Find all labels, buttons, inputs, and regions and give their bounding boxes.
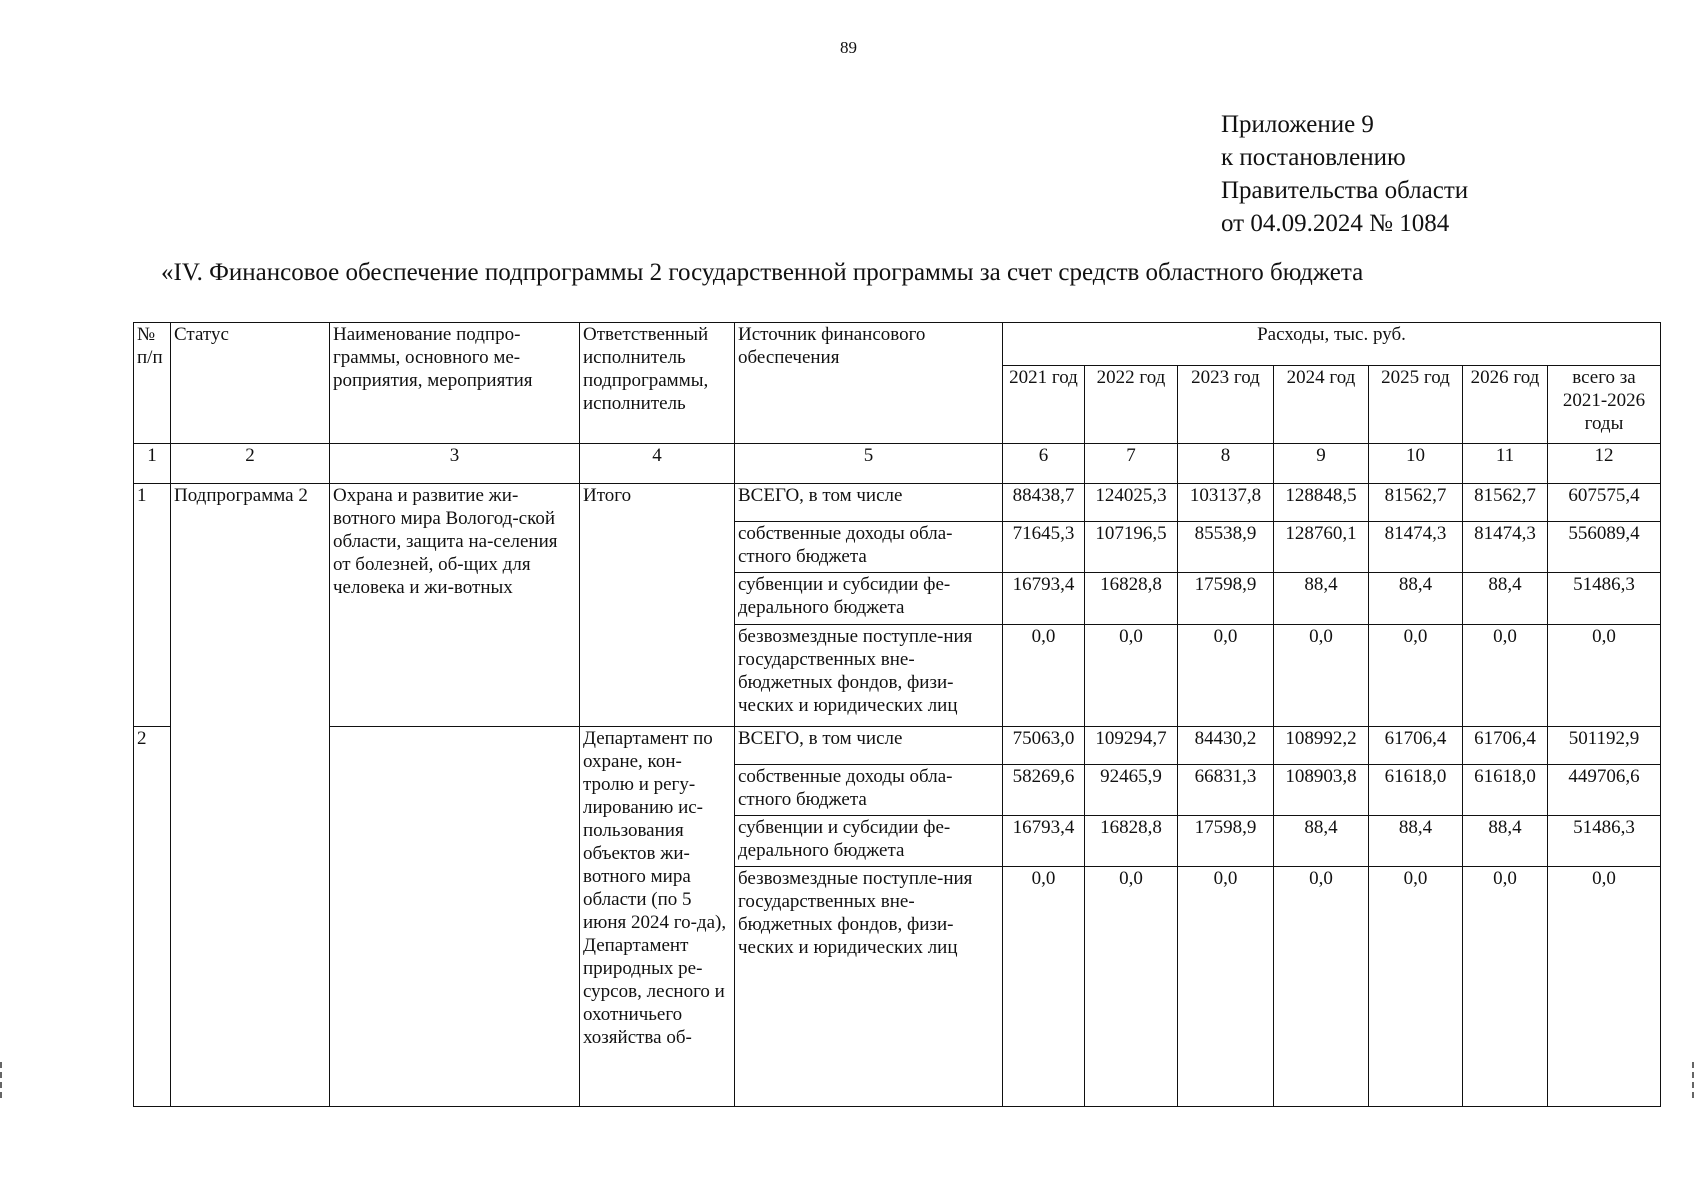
header-year-total: всего за 2021-2026 годы xyxy=(1548,366,1661,444)
value-cell: 556089,4 xyxy=(1548,522,1661,573)
row-name: Охрана и развитие жи-вотного мира Вологод-ской области, защита на-селения от болезней, об-щих для человека и жи-вотных xyxy=(330,484,580,727)
value-cell: 0,0 xyxy=(1548,625,1661,727)
value-cell: 0,0 xyxy=(1178,867,1274,1107)
value-cell: 71645,3 xyxy=(1003,522,1085,573)
value-cell: 81562,7 xyxy=(1369,484,1463,522)
header-source: Источник финансового обеспечения xyxy=(735,323,1003,444)
value-cell: 107196,5 xyxy=(1085,522,1178,573)
value-cell: 88438,7 xyxy=(1003,484,1085,522)
value-cell: 58269,6 xyxy=(1003,765,1085,816)
value-cell: 0,0 xyxy=(1548,867,1661,1107)
column-number: 8 xyxy=(1178,444,1274,484)
value-cell: 84430,2 xyxy=(1178,727,1274,765)
source-cell: субвенции и субсидии фе-дерального бюджета xyxy=(735,816,1003,867)
value-cell: 501192,9 xyxy=(1548,727,1661,765)
value-cell: 124025,3 xyxy=(1085,484,1178,522)
column-number: 4 xyxy=(580,444,735,484)
header-name: Наименование подпро-граммы, основного ме-роприятия, мероприятия xyxy=(330,323,580,444)
value-cell: 0,0 xyxy=(1463,867,1548,1107)
annex-line: от 04.09.2024 № 1084 xyxy=(1221,210,1450,237)
row-executor: Департамент по охране, кон-тролю и регу-лированию ис-пользования объектов жи-вотного мира области (по 5 июня 2024 го-да), Департамент природных ре-сурсов, лесного и охотничьего хозяйства об- xyxy=(580,727,735,1107)
annex-line: Правительства области xyxy=(1221,177,1469,204)
value-cell: 0,0 xyxy=(1085,867,1178,1107)
value-cell: 75063,0 xyxy=(1003,727,1085,765)
value-cell: 0,0 xyxy=(1003,867,1085,1107)
header-num: № п/п xyxy=(134,323,171,444)
value-cell: 88,4 xyxy=(1369,573,1463,625)
value-cell: 81474,3 xyxy=(1369,522,1463,573)
source-cell: безвозмездные поступле-ния государственных вне-бюджетных фондов, физи-ческих и юридических лиц xyxy=(735,625,1003,727)
header-status: Статус xyxy=(171,323,330,444)
annex-block xyxy=(1221,108,1468,240)
column-number: 6 xyxy=(1003,444,1085,484)
header-year: 2025 год xyxy=(1369,366,1463,444)
value-cell: 108992,2 xyxy=(1274,727,1369,765)
value-cell: 128760,1 xyxy=(1274,522,1369,573)
value-cell: 109294,7 xyxy=(1085,727,1178,765)
value-cell: 0,0 xyxy=(1369,867,1463,1107)
value-cell: 88,4 xyxy=(1463,573,1548,625)
value-cell: 128848,5 xyxy=(1274,484,1369,522)
value-cell: 51486,3 xyxy=(1548,816,1661,867)
value-cell: 51486,3 xyxy=(1548,573,1661,625)
source-cell: собственные доходы обла-стного бюджета xyxy=(735,522,1003,573)
value-cell: 0,0 xyxy=(1369,625,1463,727)
header-year: 2021 год xyxy=(1003,366,1085,444)
value-cell: 85538,9 xyxy=(1178,522,1274,573)
value-cell: 61706,4 xyxy=(1463,727,1548,765)
value-cell: 88,4 xyxy=(1274,816,1369,867)
value-cell: 61618,0 xyxy=(1463,765,1548,816)
value-cell: 88,4 xyxy=(1274,573,1369,625)
value-cell: 0,0 xyxy=(1274,867,1369,1107)
page-number: 89 xyxy=(840,38,857,57)
header-year: 2023 год xyxy=(1178,366,1274,444)
value-cell: 103137,8 xyxy=(1178,484,1274,522)
row-executor: Итого xyxy=(580,484,735,727)
value-cell: 17598,9 xyxy=(1178,816,1274,867)
value-cell: 92465,9 xyxy=(1085,765,1178,816)
column-number: 2 xyxy=(171,444,330,484)
row-num: 2 xyxy=(134,727,171,1107)
scan-margin-mark xyxy=(1692,1062,1697,1098)
row-name-empty xyxy=(330,727,580,1107)
header-year: 2024 год xyxy=(1274,366,1369,444)
column-number: 5 xyxy=(735,444,1003,484)
column-number: 9 xyxy=(1274,444,1369,484)
header-executor: Ответственный исполнитель подпрограммы, исполнитель xyxy=(580,323,735,444)
annex-line: Приложение 9 xyxy=(1221,111,1374,138)
source-cell: ВСЕГО, в том числе xyxy=(735,484,1003,522)
value-cell: 449706,6 xyxy=(1548,765,1661,816)
header-expenses: Расходы, тыс. руб. xyxy=(1003,323,1661,366)
column-number: 1 xyxy=(134,444,171,484)
value-cell: 61706,4 xyxy=(1369,727,1463,765)
source-cell: субвенции и субсидии фе-дерального бюджета xyxy=(735,573,1003,625)
column-number: 10 xyxy=(1369,444,1463,484)
value-cell: 16828,8 xyxy=(1085,573,1178,625)
value-cell: 16793,4 xyxy=(1003,816,1085,867)
source-cell: безвозмездные поступле-ния государственных вне-бюджетных фондов, физи-ческих и юридических лиц xyxy=(735,867,1003,1107)
value-cell: 0,0 xyxy=(1085,625,1178,727)
financing-table xyxy=(133,322,1661,1107)
header-year: 2026 год xyxy=(1463,366,1548,444)
scan-margin-mark xyxy=(0,1062,5,1098)
column-number: 11 xyxy=(1463,444,1548,484)
value-cell: 108903,8 xyxy=(1274,765,1369,816)
value-cell: 16828,8 xyxy=(1085,816,1178,867)
source-cell: ВСЕГО, в том числе xyxy=(735,727,1003,765)
header-year: 2022 год xyxy=(1085,366,1178,444)
row-num: 1 xyxy=(134,484,171,727)
value-cell: 88,4 xyxy=(1369,816,1463,867)
row-status: Подпрограмма 2 xyxy=(171,484,330,1107)
value-cell: 0,0 xyxy=(1003,625,1085,727)
value-cell: 17598,9 xyxy=(1178,573,1274,625)
column-number: 7 xyxy=(1085,444,1178,484)
source-cell: собственные доходы обла-стного бюджета xyxy=(735,765,1003,816)
value-cell: 81562,7 xyxy=(1463,484,1548,522)
document-title: «IV. Финансовое обеспечение подпрограммы 2 государственной программы за счет средств областного бюджета xyxy=(161,259,1364,286)
value-cell: 81474,3 xyxy=(1463,522,1548,573)
value-cell: 66831,3 xyxy=(1178,765,1274,816)
value-cell: 88,4 xyxy=(1463,816,1548,867)
value-cell: 0,0 xyxy=(1178,625,1274,727)
column-number: 12 xyxy=(1548,444,1661,484)
column-number: 3 xyxy=(330,444,580,484)
value-cell: 0,0 xyxy=(1274,625,1369,727)
value-cell: 16793,4 xyxy=(1003,573,1085,625)
value-cell: 607575,4 xyxy=(1548,484,1661,522)
value-cell: 0,0 xyxy=(1463,625,1548,727)
annex-line: к постановлению xyxy=(1221,144,1406,171)
value-cell: 61618,0 xyxy=(1369,765,1463,816)
